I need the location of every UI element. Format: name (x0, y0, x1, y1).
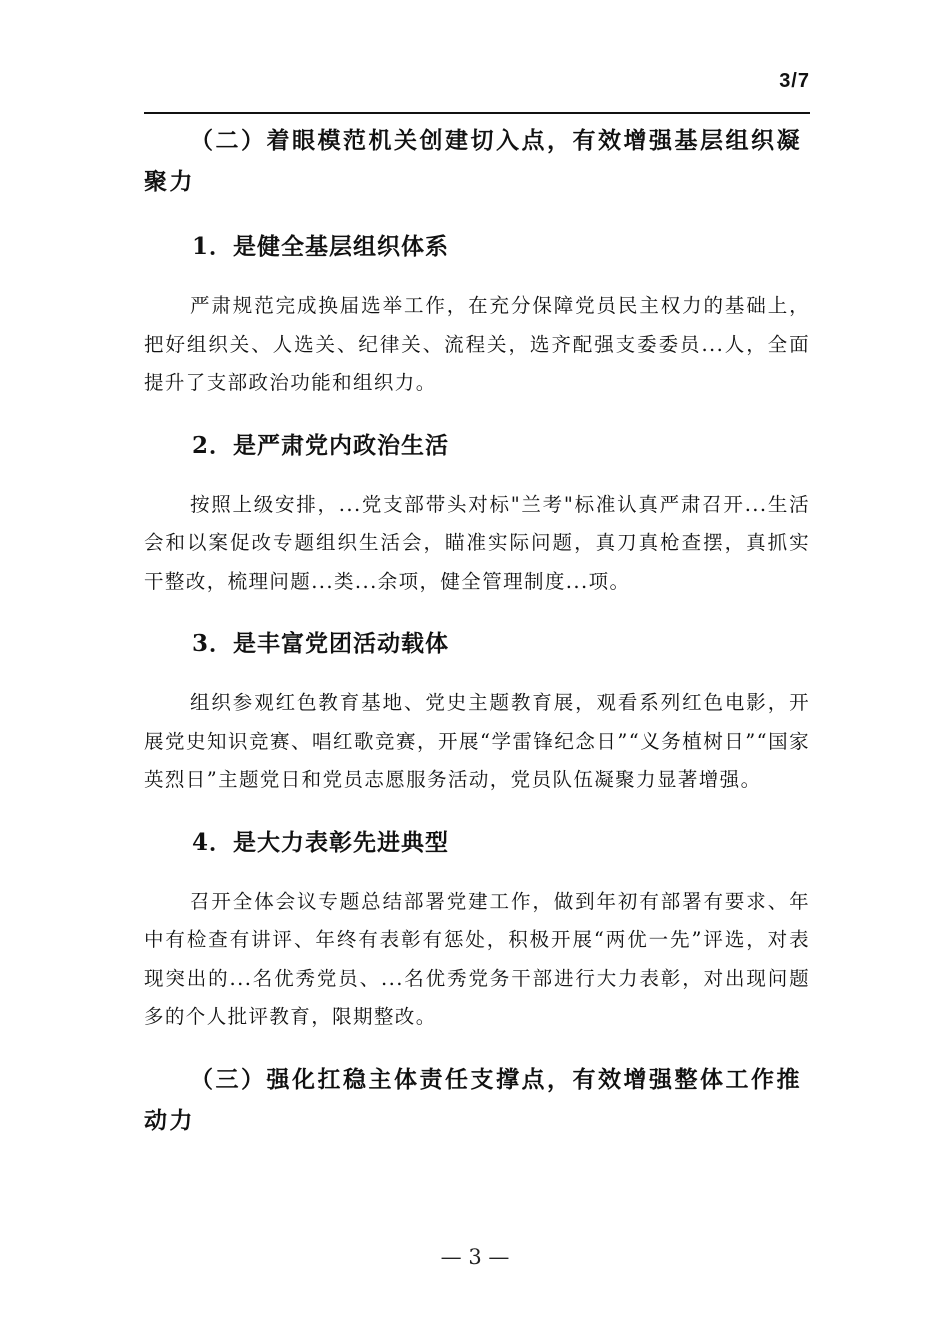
document-body (144, 120, 810, 1141)
header-divider (144, 112, 810, 114)
page-indicator: 3/7 (779, 70, 810, 92)
item-paragraph-2: 按照上级安排，...党支部带头对标"兰考"标准认真严肃召开...生活会和以案促改专题组织生活会，瞄准实际问题，真刀真枪查摆，真抓实干整改，梳理问题...类...余项，健全管理制度...项。 (144, 492, 810, 593)
item-heading-4: 4．是大力表彰先进典型 (192, 828, 450, 856)
item-paragraph-1: 严肃规范完成换届选举工作，在充分保障党员民主权力的基础上，把好组织关、人选关、纪律关、流程关，选齐配强支委委员...人，全面提升了支部政治功能和组织力。 (144, 294, 810, 394)
item-paragraph-3: 组织参观红色教育基地、党史主题教育展，观看系列红色电影，开展党史知识竞赛、唱红歌竞赛，开展“学雷锋纪念日”“义务植树日”“国家英烈日”主题党日和党员志愿服务活动，党员队伍凝聚力显著增强。 (144, 691, 810, 791)
item-heading-3: 3．是丰富党团活动载体 (192, 630, 450, 657)
page-footer-number: — 3 — (440, 1245, 510, 1269)
item-heading-2: 2．是严肃党内政治生活 (192, 431, 450, 459)
section-heading-2: （二）着眼模范机关创建切入点，有效增强基层组织凝聚力 (144, 127, 802, 195)
item-heading-1: 1．是健全基层组织体系 (192, 233, 450, 260)
item-paragraph-4: 召开全体会议专题总结部署党建工作，做到年初有部署有要求、年中有检查有讲评、年终有表彰有惩处，积极开展“两优一先”评选，对表现突出的...名优秀党员、...名优秀党务干部进行大力表彰，对出现问题多的个人批评教育，限期整改。 (144, 889, 810, 1028)
section-heading-3: （三）强化扛稳主体责任支撑点，有效增强整体工作推动力 (144, 1065, 802, 1134)
